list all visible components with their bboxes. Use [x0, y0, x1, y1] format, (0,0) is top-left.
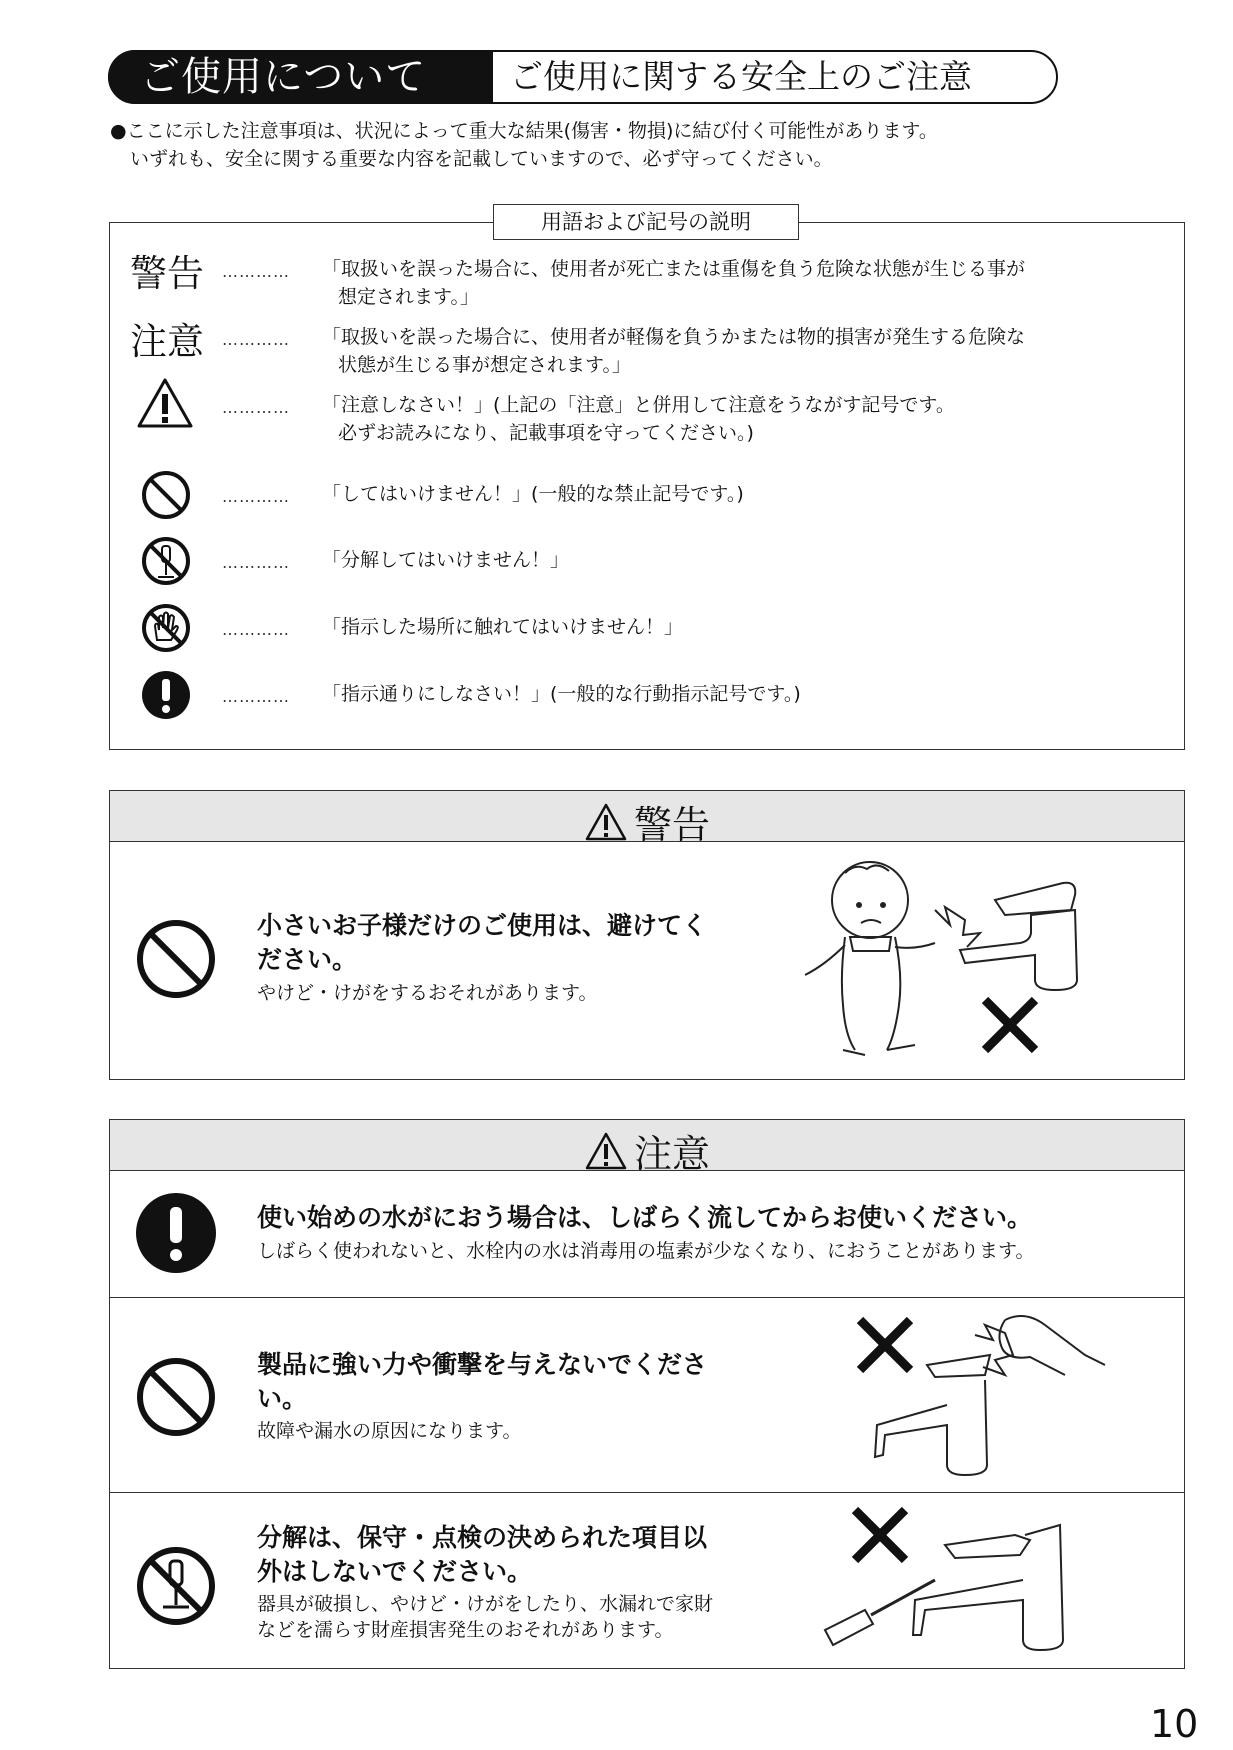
- leader-dots: …………: [222, 620, 290, 639]
- caution-2-heading-line-2: い。: [257, 1384, 308, 1413]
- def-warning-line-2: 想定されます。」: [338, 286, 479, 308]
- leader-dots: …………: [222, 330, 290, 349]
- leader-dots: …………: [222, 262, 290, 281]
- caution-3-heading-line-2: 外はしないでください。: [257, 1557, 533, 1586]
- prohibition-icon: [140, 469, 192, 521]
- caution-title: 注意: [633, 1132, 710, 1176]
- def-no-touch-line: 「指示した場所に触れてはいけません！」: [322, 616, 684, 638]
- def-mandatory-line: 「指示通りにしなさい！」(一般的な行動指示記号です。): [322, 683, 801, 705]
- caution-triangle-icon: [584, 1131, 628, 1171]
- def-caution-line-2: 状態が生じる事が想定されます。」: [338, 354, 631, 376]
- warning-heading-line-1: 小さいお子様だけのご使用は、避けてく: [257, 911, 708, 940]
- caution-triangle-icon: [584, 802, 628, 842]
- term-warning: 警告: [130, 252, 204, 295]
- def-warning-line-1: 「取扱いを誤った場合に、使用者が死亡または重傷を負う危険な状態が生じる事が: [322, 258, 1026, 280]
- intro-line-2: いずれも、安全に関する重要な内容を記載していますので、必ず守ってください。: [130, 148, 833, 170]
- caution-2-sub: 故障や漏水の原因になります。: [257, 1420, 522, 1442]
- warning-header: [110, 794, 1184, 851]
- caution-3-sub-line-1: 器具が破損し、やけど・けがをしたり、水漏れで家財: [257, 1593, 714, 1615]
- leader-dots: …………: [222, 553, 290, 572]
- child-faucet-illustration: [795, 855, 1095, 1065]
- leader-dots: …………: [222, 687, 290, 706]
- definitions-title: 用語および記号の説明: [493, 204, 799, 240]
- def-triangle-line-1: 「注意しなさい！」(上記の「注意」と併用して注意をうながす記号です。: [322, 394, 955, 416]
- prohibition-icon: [135, 1356, 217, 1438]
- page-title: ご使用に関する安全上のご注意: [510, 57, 972, 96]
- mandatory-action-icon: [140, 669, 192, 721]
- def-caution-line-1: 「取扱いを誤った場合に、使用者が軽傷を負うかまたは物的損害が発生する危険な: [322, 326, 1026, 348]
- page-number: 10: [1150, 1702, 1199, 1746]
- leader-dots: …………: [222, 487, 290, 506]
- def-no-disassembly-line: 「分解してはいけません！」: [322, 549, 570, 571]
- caution-triangle-icon: [136, 376, 194, 430]
- header-section-label: ご使用について: [140, 54, 427, 100]
- intro-line-1: ●ここに示した注意事項は、状況によって重大な結果(傷害・物損)に結び付く可能性があります。: [110, 120, 938, 142]
- prohibition-icon: [135, 918, 217, 1000]
- caution-3-heading-line-1: 分解は、保守・点検の決められた項目以: [257, 1523, 708, 1552]
- caution-header: [110, 1123, 1184, 1180]
- divider: [110, 1297, 1184, 1298]
- warning-sub: やけど・けがをするおそれがあります。: [257, 982, 598, 1004]
- no-disassembly-icon: [140, 535, 192, 587]
- screwdriver-faucet-illustration: [815, 1500, 1075, 1660]
- caution-3-sub-line-2: などを濡らす財産損害発生のおそれがあります。: [257, 1619, 674, 1641]
- leader-dots: …………: [222, 398, 290, 417]
- term-caution: 注意: [130, 320, 204, 363]
- def-triangle-line-2: 必ずお読みになり、記載事項を守ってください。): [338, 422, 754, 444]
- caution-1-heading: 使い始めの水がにおう場合は、しばらく流してからお使いください。: [257, 1203, 1033, 1232]
- warning-heading-line-2: ださい。: [257, 945, 358, 974]
- caution-1-sub: しばらく使われないと、水栓内の水は消毒用の塩素が少なくなり、におうことがあります。: [257, 1240, 1035, 1262]
- no-disassembly-icon: [135, 1545, 217, 1627]
- warning-title: 警告: [633, 803, 710, 847]
- fist-hitting-faucet-illustration: [855, 1305, 1115, 1485]
- no-touch-icon: [140, 602, 192, 654]
- mandatory-action-icon: [134, 1191, 218, 1275]
- def-prohibition-line: 「してはいけません！」(一般的な禁止記号です。): [322, 483, 744, 505]
- divider: [110, 1492, 1184, 1493]
- caution-2-heading-line-1: 製品に強い力や衝撃を与えないでくださ: [257, 1350, 708, 1379]
